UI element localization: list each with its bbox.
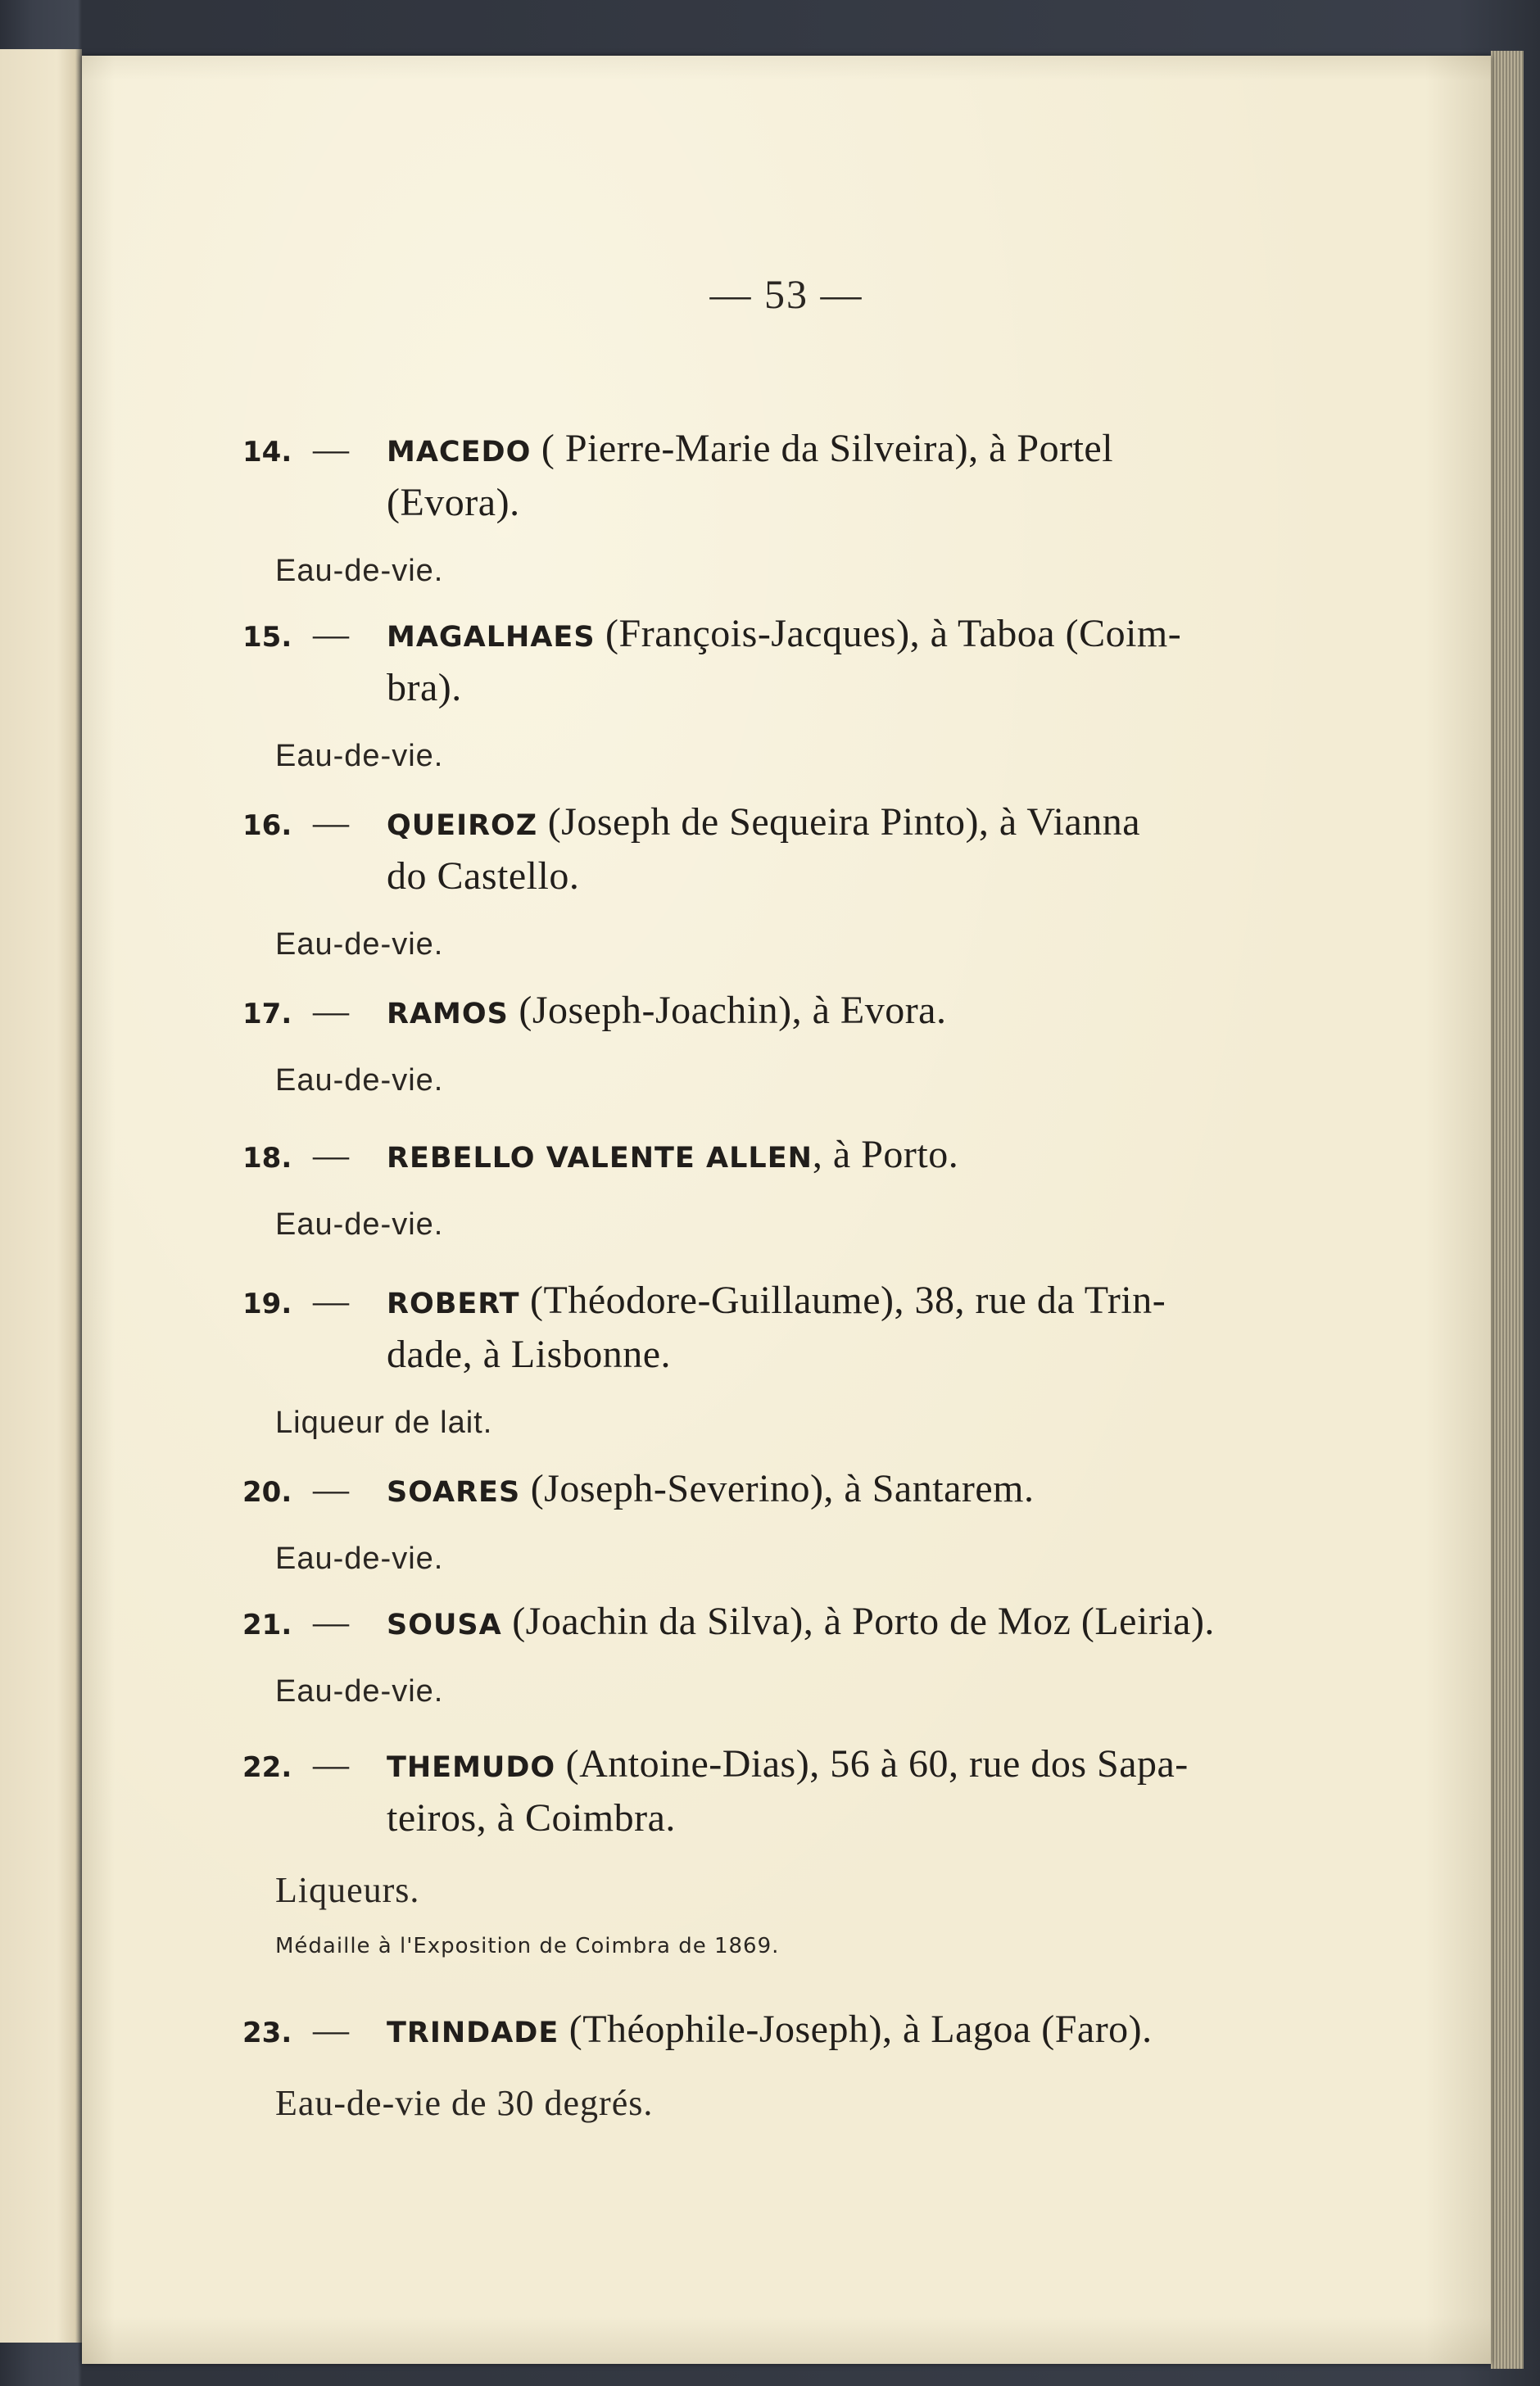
- entry-product: Eau-de-vie.: [275, 1207, 444, 1242]
- entry-medal: Médaille à l'Exposition de Coimbra de 1869.: [275, 1934, 780, 1958]
- entry-number: 18.: [242, 1142, 292, 1175]
- entry-number: 21.: [242, 1609, 292, 1641]
- entry-number: 23.: [242, 2017, 292, 2049]
- previous-page-edge: [0, 49, 82, 2343]
- book-page: [82, 56, 1491, 2364]
- entry-dash: —: [313, 1281, 349, 1321]
- entry-name: REBELLO VALENTE ALLEN: [387, 1142, 813, 1175]
- entry-continuation: bra).: [387, 666, 462, 709]
- entry-name: TRINDADE: [387, 2017, 559, 2049]
- entry-19: [242, 1274, 1340, 1441]
- entry-product: Liqueur de lait.: [275, 1406, 493, 1440]
- entry-23: [242, 2003, 1340, 2124]
- entry-product: Eau-de-vie.: [275, 1542, 444, 1576]
- entry-detail: ( Pierre-Marie da Silveira), à Portel: [531, 427, 1114, 470]
- entry-continuation: dade, à Lisbonne.: [387, 1333, 672, 1376]
- entry-number: 17.: [242, 998, 292, 1030]
- entry-name: THEMUDO: [387, 1751, 556, 1784]
- entry-detail: (Antoine-Dias), 56 à 60, rue dos Sapa-: [555, 1742, 1189, 1786]
- entry-dash: —: [313, 1135, 349, 1175]
- entry-detail: (Joseph de Sequeira Pinto), à Vianna: [537, 800, 1141, 844]
- entry-name: RAMOS: [387, 998, 509, 1030]
- entry-product: Eau-de-vie de 30 degrés.: [275, 2083, 654, 2123]
- entry-20: [242, 1463, 1340, 1577]
- entry-name: MAGALHAES: [387, 621, 596, 654]
- entry-dash: —: [313, 1745, 349, 1785]
- entry-number: 15.: [242, 621, 292, 654]
- entry-name: MACEDO: [387, 436, 532, 469]
- entry-detail: (Théophile-Joseph), à Lagoa (Faro).: [559, 2008, 1153, 2051]
- entry-16: [242, 796, 1340, 962]
- entry-name: SOUSA: [387, 1609, 502, 1641]
- entry-product: Liqueurs.: [275, 1870, 420, 1910]
- entry-product: Eau-de-vie.: [275, 1674, 444, 1709]
- entry-detail: (Joseph-Severino), à Santarem.: [520, 1467, 1035, 1510]
- entry-product: Eau-de-vie.: [275, 739, 444, 773]
- entry-14: [242, 423, 1340, 589]
- entry-number: 20.: [242, 1476, 292, 1509]
- entry-number: 14.: [242, 436, 292, 469]
- entry-dash: —: [313, 1602, 349, 1642]
- entry-product: Eau-de-vie.: [275, 927, 444, 962]
- entry-15: [242, 608, 1340, 774]
- entry-product: Eau-de-vie.: [275, 1063, 444, 1098]
- entry-number: 19.: [242, 1288, 292, 1320]
- entry-product: Eau-de-vie.: [275, 554, 444, 588]
- entry-17: [242, 985, 1340, 1098]
- page-stack-edges: [1491, 51, 1524, 2369]
- entry-continuation: teiros, à Coimbra.: [387, 1796, 676, 1840]
- entry-detail: , à Porto.: [812, 1133, 959, 1176]
- entry-detail: (Joseph-Joachin), à Evora.: [508, 989, 947, 1032]
- entry-name: SOARES: [387, 1476, 521, 1509]
- entry-detail: (François-Jacques), à Taboa (Coim-: [595, 612, 1182, 655]
- entry-dash: —: [313, 991, 349, 1031]
- entry-22: [242, 1738, 1340, 1958]
- entry-continuation: do Castello.: [387, 854, 580, 898]
- entry-21: [242, 1596, 1340, 1709]
- entry-name: QUEIROZ: [387, 809, 538, 842]
- entry-18: [242, 1129, 1340, 1243]
- entry-number: 22.: [242, 1751, 292, 1784]
- entry-detail: (Joachin da Silva), à Porto de Moz (Leiria).: [501, 1600, 1215, 1643]
- entry-continuation: (Evora).: [387, 481, 520, 524]
- entry-detail: (Théodore-Guillaume), 38, rue da Trin-: [519, 1279, 1166, 1322]
- entry-dash: —: [313, 803, 349, 843]
- entry-dash: —: [313, 429, 349, 469]
- entry-dash: —: [313, 614, 349, 654]
- entry-number: 16.: [242, 809, 292, 842]
- entry-dash: —: [313, 2010, 349, 2050]
- entry-name: ROBERT: [387, 1288, 520, 1320]
- entry-dash: —: [313, 1469, 349, 1510]
- page-number: — 53 —: [709, 271, 863, 317]
